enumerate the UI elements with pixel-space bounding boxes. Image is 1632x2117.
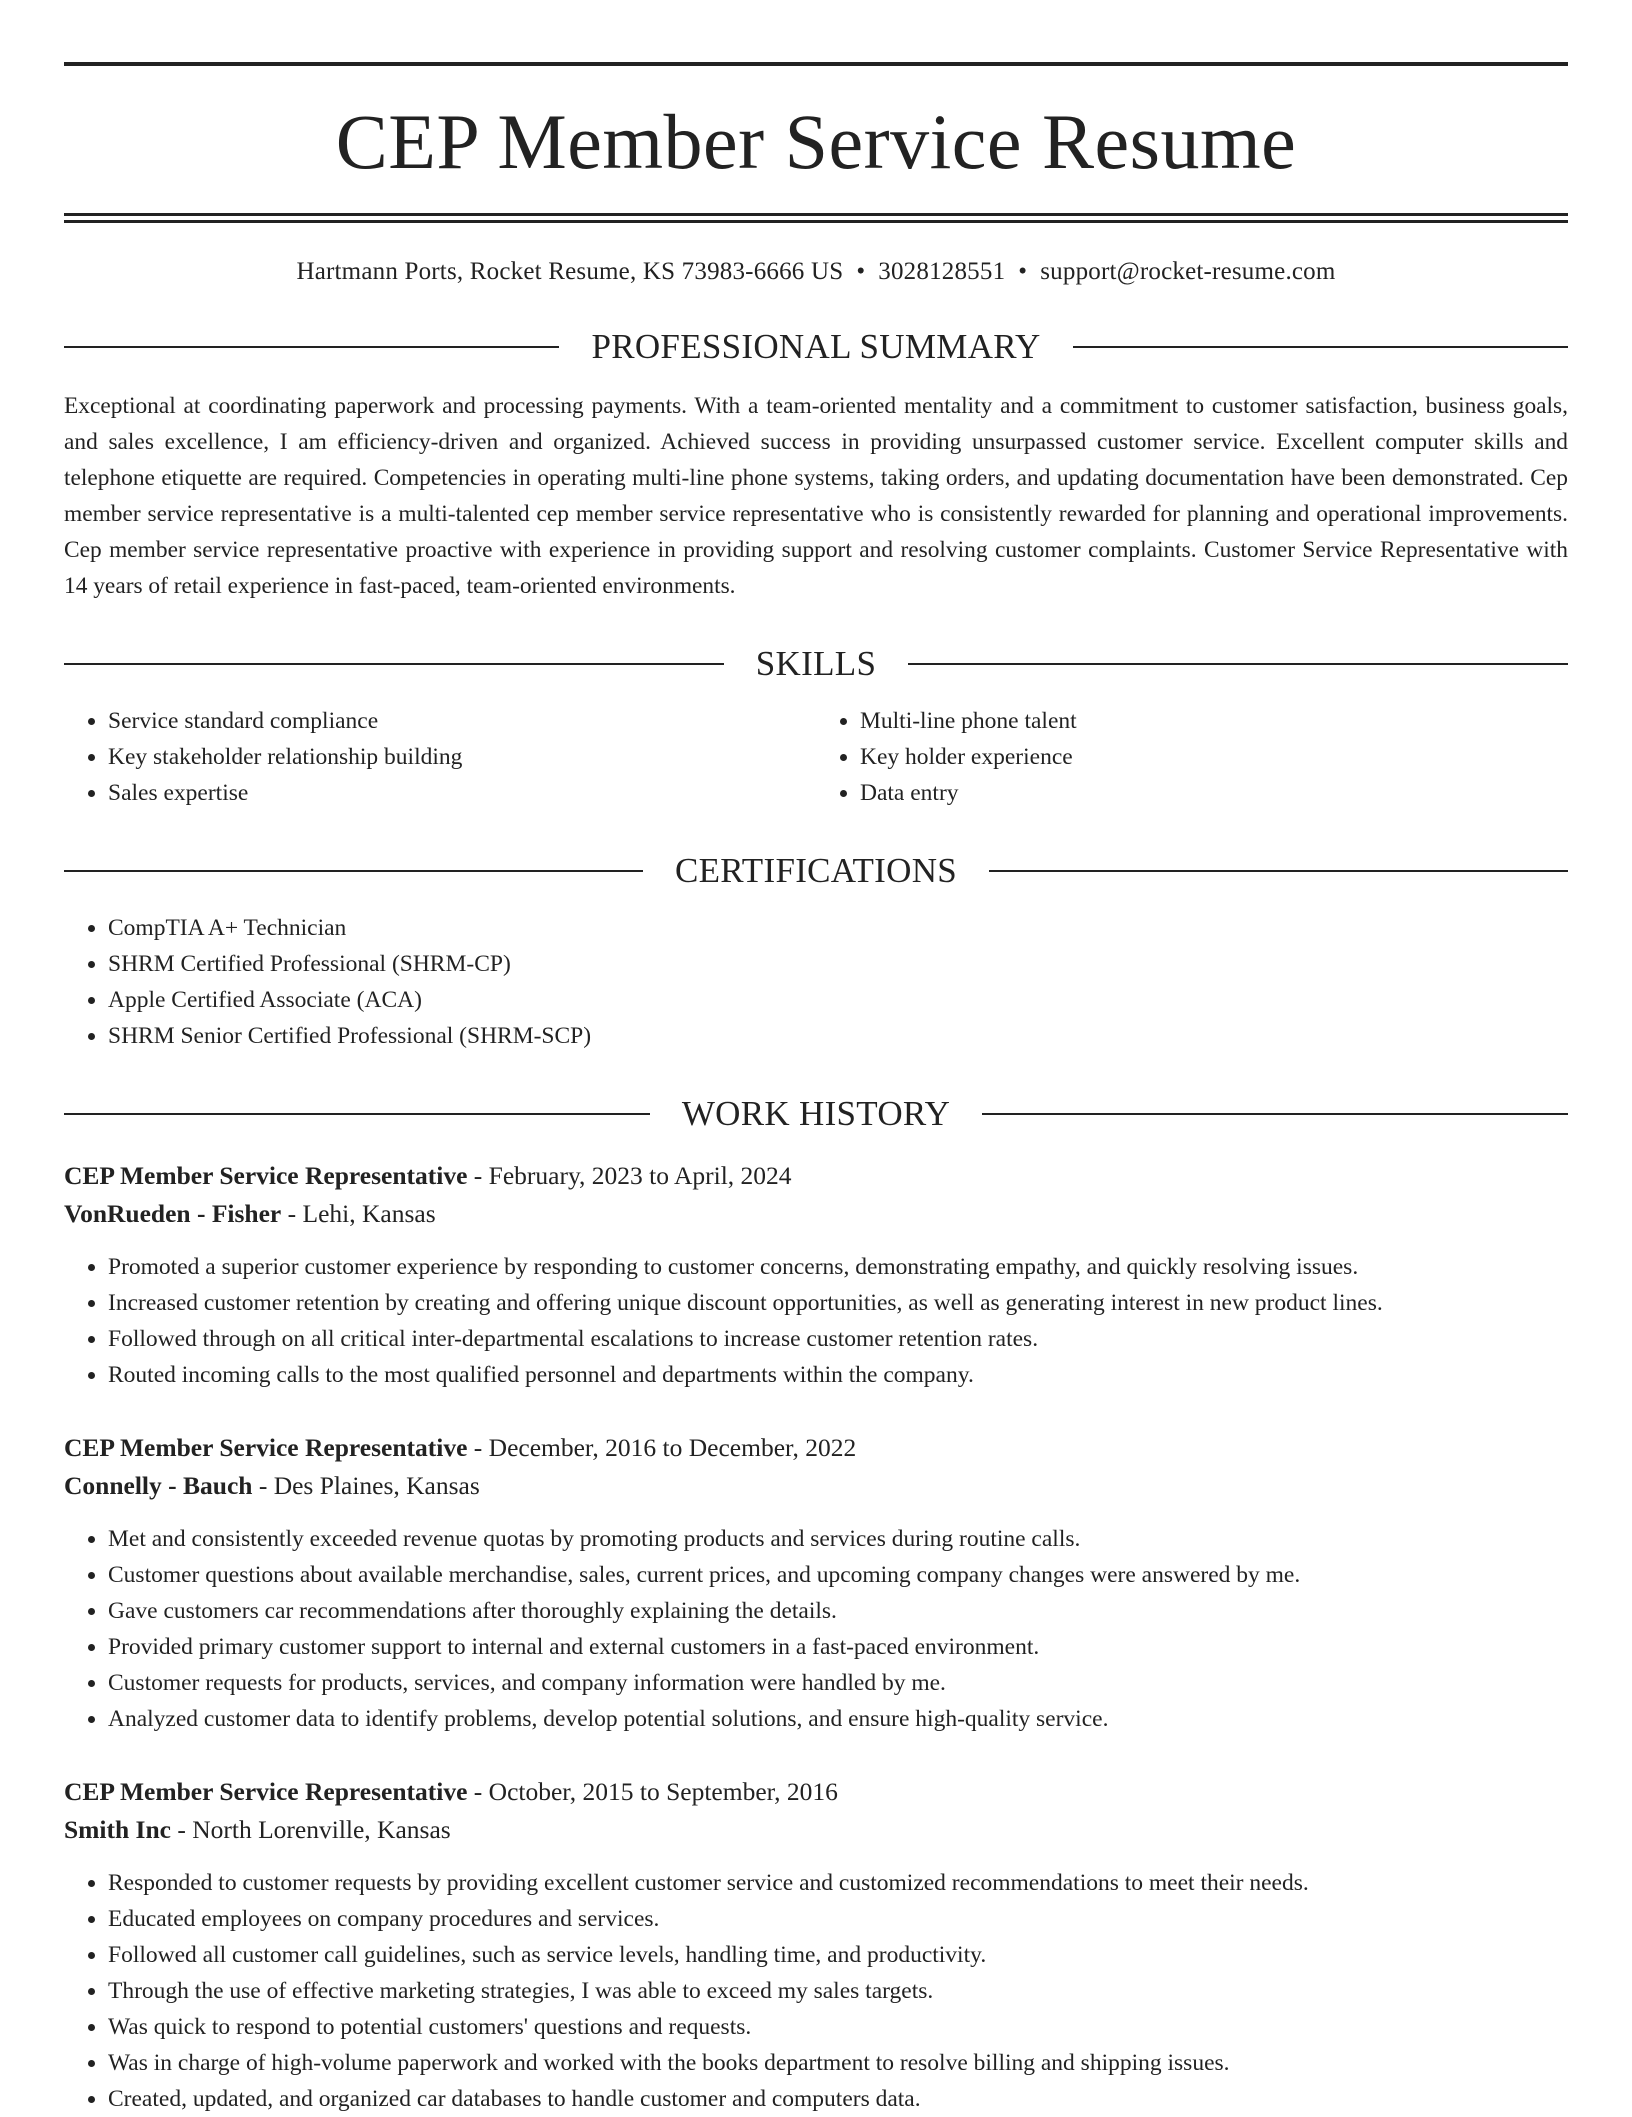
job-dates: October, 2015 to September, 2016 — [488, 1777, 838, 1806]
skills-list-left — [64, 703, 816, 811]
section-divider-line — [1073, 346, 1568, 348]
job-company-line: Connelly - Bauch - Des Plaines, Kansas — [64, 1471, 480, 1500]
job-title-line: CEP Member Service Representative - October, 2015 to September, 2016 — [64, 1777, 838, 1806]
job-bullet: • Through the use of effective marketing strategies, I was able to exceed my sales targets. — [108, 1973, 1568, 2009]
contact-email: support@rocket-resume.com — [1040, 258, 1336, 285]
contact-address: Hartmann Ports, Rocket Resume, KS 73983-6666 US — [296, 258, 844, 285]
summary-text: Exceptional at coordinating paperwork and processing payments. With a team-oriented mentality and a commitment to customer satisfaction, business goals, and sales excellence, I am efficiency-driven and organized. Achieved success in providing unsurpassed customer service. Excellent computer skills and telephone etiquette are required. Competencies in operating multi-line phone systems, taking orders, and updating documentation have been demonstrated. Cep member service representative is a multi-talented cep member service representative who is consistently rewarded for planning and operational improvements. Cep member service representative proactive with experience in providing support and resolving customer complaints. Customer Service Representative with 14 years of retail experience in fast-paced, team-oriented environments. — [64, 393, 1568, 599]
work-history-section-header — [64, 1096, 1568, 1131]
section-divider-line — [64, 870, 643, 872]
certification-item: • SHRM Senior Certified Professional (SHRM-SCP) — [108, 1018, 1568, 1054]
job-bullet: • Increased customer retention by creating and offering unique discount opportunities, as well as generating interest in new product lines. — [108, 1285, 1568, 1321]
job-bullet: • Gave customers car recommendations after thoroughly explaining the details. — [108, 1593, 1568, 1629]
summary-section-header — [64, 329, 1568, 364]
skills-columns — [64, 703, 1568, 811]
certification-item: • CompTIA A+ Technician — [108, 910, 1568, 946]
job-title: CEP Member Service Representative — [64, 1161, 468, 1190]
job-bullet: • Responded to customer requests by providing excellent customer service and customized recommendations to meet their needs. — [108, 1865, 1568, 1901]
job-company-line: VonRueden - Fisher - Lehi, Kansas — [64, 1199, 436, 1228]
job-company: Connelly - Bauch — [64, 1471, 253, 1500]
section-divider-line — [989, 870, 1568, 872]
job-title: CEP Member Service Representative — [64, 1777, 468, 1806]
summary-heading: PROFESSIONAL SUMMARY — [591, 327, 1041, 366]
resume-title: CEP Member Service Resume — [335, 98, 1297, 185]
job-entry — [64, 1429, 1568, 1737]
job-title: CEP Member Service Representative — [64, 1433, 468, 1462]
contact-separator: • — [1018, 258, 1028, 285]
certifications-section-header — [64, 853, 1568, 888]
job-bullet: • Met and consistently exceeded revenue quotas by promoting products and services during routine calls. — [108, 1521, 1568, 1557]
skills-list-right — [816, 703, 1568, 811]
contact-separator: • — [856, 258, 866, 285]
job-bullet: • Analyzed customer data to identify problems, develop potential solutions, and ensure high-quality service. — [108, 1701, 1568, 1737]
job-bullet: • Promoted a superior customer experience by responding to customer concerns, demonstrating empathy, and quickly resolving issues. — [108, 1249, 1568, 1285]
job-company-line: Smith Inc - North Lorenville, Kansas — [64, 1815, 451, 1844]
certification-item: • SHRM Certified Professional (SHRM-CP) — [108, 946, 1568, 982]
section-divider-line — [64, 1113, 650, 1115]
job-title-line: CEP Member Service Representative - February, 2023 to April, 2024 — [64, 1161, 792, 1190]
job-entry — [64, 1773, 1568, 2117]
section-divider-line — [64, 346, 559, 348]
job-bullet: • Followed through on all critical inter-departmental escalations to increase customer retention rates. — [108, 1321, 1568, 1357]
section-divider-line — [908, 663, 1568, 665]
job-bullet: • Customer requests for products, services, and company information were handled by me. — [108, 1665, 1568, 1701]
job-bullet: • Created, updated, and organized car databases to handle customer and computers data. — [108, 2081, 1568, 2117]
job-bullets — [64, 1249, 1568, 1393]
skill-item: • Service standard compliance — [108, 703, 816, 739]
skill-item: • Sales expertise — [108, 775, 816, 811]
skills-section-header — [64, 646, 1568, 681]
job-bullet: • Followed all customer call guidelines, such as service levels, handling time, and productivity. — [108, 1937, 1568, 1973]
contact-phone: 3028128551 — [878, 258, 1006, 285]
skill-item: • Multi-line phone talent — [860, 703, 1568, 739]
skills-heading: SKILLS — [755, 644, 877, 683]
header-top-rule — [64, 62, 1568, 66]
job-location: Lehi, Kansas — [302, 1199, 436, 1228]
job-company: Smith Inc — [64, 1815, 171, 1844]
section-divider-line — [64, 663, 724, 665]
job-title-line: CEP Member Service Representative - December, 2016 to December, 2022 — [64, 1433, 857, 1462]
skill-item: • Data entry — [860, 775, 1568, 811]
certification-item: • Apple Certified Associate (ACA) — [108, 982, 1568, 1018]
job-bullets — [64, 1865, 1568, 2117]
job-bullet: • Customer questions about available merchandise, sales, current prices, and upcoming company changes were answered by me. — [108, 1557, 1568, 1593]
job-bullet: • Routed incoming calls to the most qualified personnel and departments within the company. — [108, 1357, 1568, 1393]
job-bullet: • Was in charge of high-volume paperwork and worked with the books department to resolve billing and shipping issues. — [108, 2045, 1568, 2081]
certifications-heading: CERTIFICATIONS — [674, 851, 958, 890]
job-company: VonRueden - Fisher — [64, 1199, 282, 1228]
job-bullet: • Provided primary customer support to internal and external customers in a fast-paced environment. — [108, 1629, 1568, 1665]
job-location: North Lorenville, Kansas — [192, 1815, 451, 1844]
contact-line — [64, 257, 1568, 287]
job-bullets — [64, 1521, 1568, 1737]
job-bullet: • Educated employees on company procedures and services. — [108, 1901, 1568, 1937]
certifications-list — [64, 910, 1568, 1054]
job-dates: February, 2023 to April, 2024 — [488, 1161, 792, 1190]
job-bullet: • Was quick to respond to potential customers' questions and requests. — [108, 2009, 1568, 2045]
skill-item: • Key holder experience — [860, 739, 1568, 775]
section-divider-line — [982, 1113, 1568, 1115]
job-location: Des Plaines, Kansas — [273, 1471, 480, 1500]
job-entry — [64, 1157, 1568, 1393]
skill-item: • Key stakeholder relationship building — [108, 739, 816, 775]
job-dates: December, 2016 to December, 2022 — [488, 1433, 857, 1462]
header-double-rule — [64, 213, 1568, 223]
work-history-heading: WORK HISTORY — [681, 1094, 951, 1133]
